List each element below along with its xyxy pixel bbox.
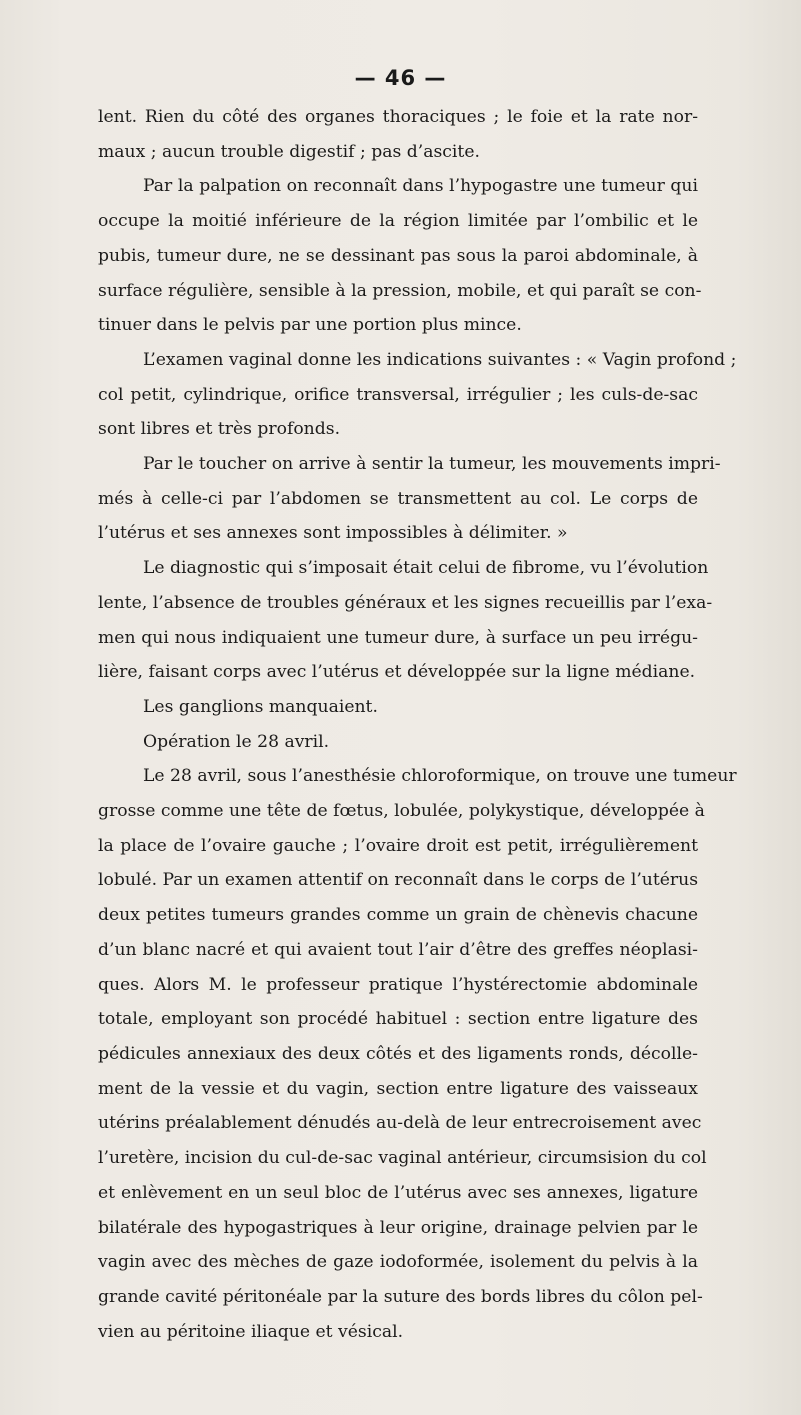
text-line: la place de l’ovaire gauche ; l’ovaire droit est petit, irrégulièrement	[98, 835, 698, 856]
text-line: lent. Rien du côté des organes thoraciques ; le foie et la rate nor-	[98, 107, 698, 127]
text-line: et enlèvement en un seul bloc de l’utérus avec ses annexes, ligature	[98, 1182, 698, 1203]
text-line: ques. Alors M. le professeur pratique l’hystérectomie abdominale	[98, 974, 698, 995]
text-line: utérins préalablement dénudés au-delà de leur entrecroisement avec	[98, 1113, 702, 1134]
text-line: lière, faisant corps avec l’utérus et développée sur la ligne médiane.	[98, 662, 696, 683]
text-line: bilatérale des hypogastriques à leur origine, drainage pelvien par le	[98, 1217, 698, 1238]
text-line: grande cavité péritonéale par la suture des bords libres du côlon pel-	[98, 1286, 703, 1307]
text-line: Le 28 avril, sous l’anesthésie chloroformique, on trouve une tumeur	[143, 766, 737, 787]
text-line: Par la palpation on reconnaît dans l’hypogastre une tumeur qui	[143, 176, 698, 197]
text-line: l’utérus et ses annexes sont impossibles à délimiter. »	[98, 523, 568, 544]
text-line: Les ganglions manquaient.	[143, 696, 378, 717]
text-line: l’uretère, incision du cul-de-sac vaginal antérieur, circumsision du col	[98, 1148, 707, 1169]
text-line: col petit, cylindrique, orifice transversal, irrégulier ; les culs-de-sac	[98, 384, 698, 405]
text-line: pédicules annexiaux des deux côtés et des ligaments ronds, décolle-	[98, 1043, 698, 1064]
text-line: tinuer dans le pelvis par une portion plus mince.	[98, 315, 522, 336]
text-line: més à celle-ci par l’abdomen se transmettent au col. Le corps de	[98, 488, 698, 509]
text-line: occupe la moitié inférieure de la région limitée par l’ombilic et le	[98, 211, 698, 232]
text-line: ment de la vessie et du vagin, section entre ligature des vaisseaux	[98, 1078, 698, 1099]
page-number: — 46 —	[354, 66, 447, 90]
text-body	[98, 100, 737, 1349]
paragraph	[98, 100, 698, 169]
paragraph	[98, 690, 698, 725]
paragraph	[98, 447, 721, 551]
text-line: maux ; aucun trouble digestif ; pas d’ascite.	[98, 141, 480, 162]
text-line: Le diagnostic qui s’imposait était celui de fibrome, vu l’évolution	[143, 558, 709, 579]
paragraph	[98, 551, 713, 690]
text-line: sont libres et très profonds.	[98, 419, 341, 440]
text-line: L’examen vaginal donne les indications suivantes : « Vagin profond ;	[143, 349, 737, 370]
paragraph	[98, 343, 737, 447]
paragraph	[98, 759, 737, 1349]
text-line: pubis, tumeur dure, ne se dessinant pas sous la paroi abdominale, à	[98, 245, 698, 266]
text-line: deux petites tumeurs grandes comme un grain de chènevis chacune	[98, 905, 698, 926]
paragraph	[98, 725, 698, 760]
text-line: vien au péritoine iliaque et vésical.	[98, 1321, 404, 1342]
text-line: grosse comme une tête de fœtus, lobulée, polykystique, développée à	[98, 801, 705, 822]
text-line: totale, employant son procédé habituel : section entre ligature des	[98, 1009, 698, 1030]
text-line: vagin avec des mèches de gaze iodoformée, isolement du pelvis à la	[98, 1252, 698, 1273]
text-line: Opération le 28 avril.	[143, 731, 330, 752]
text-line: lente, l’absence de troubles généraux et les signes recueillis par l’exa-	[98, 592, 713, 613]
text-line: surface régulière, sensible à la pression, mobile, et qui paraît se con-	[98, 280, 702, 301]
text-line: lobulé. Par un examen attentif on reconnaît dans le corps de l’utérus	[98, 870, 699, 891]
text-line: men qui nous indiquaient une tumeur dure, à surface un peu irrégu-	[98, 627, 698, 648]
paragraph	[98, 169, 702, 343]
text-line: Par le toucher on arrive à sentir la tumeur, les mouvements impri-	[143, 454, 721, 475]
text-line: d’un blanc nacré et qui avaient tout l’air d’être des greffes néoplasi-	[98, 939, 698, 960]
